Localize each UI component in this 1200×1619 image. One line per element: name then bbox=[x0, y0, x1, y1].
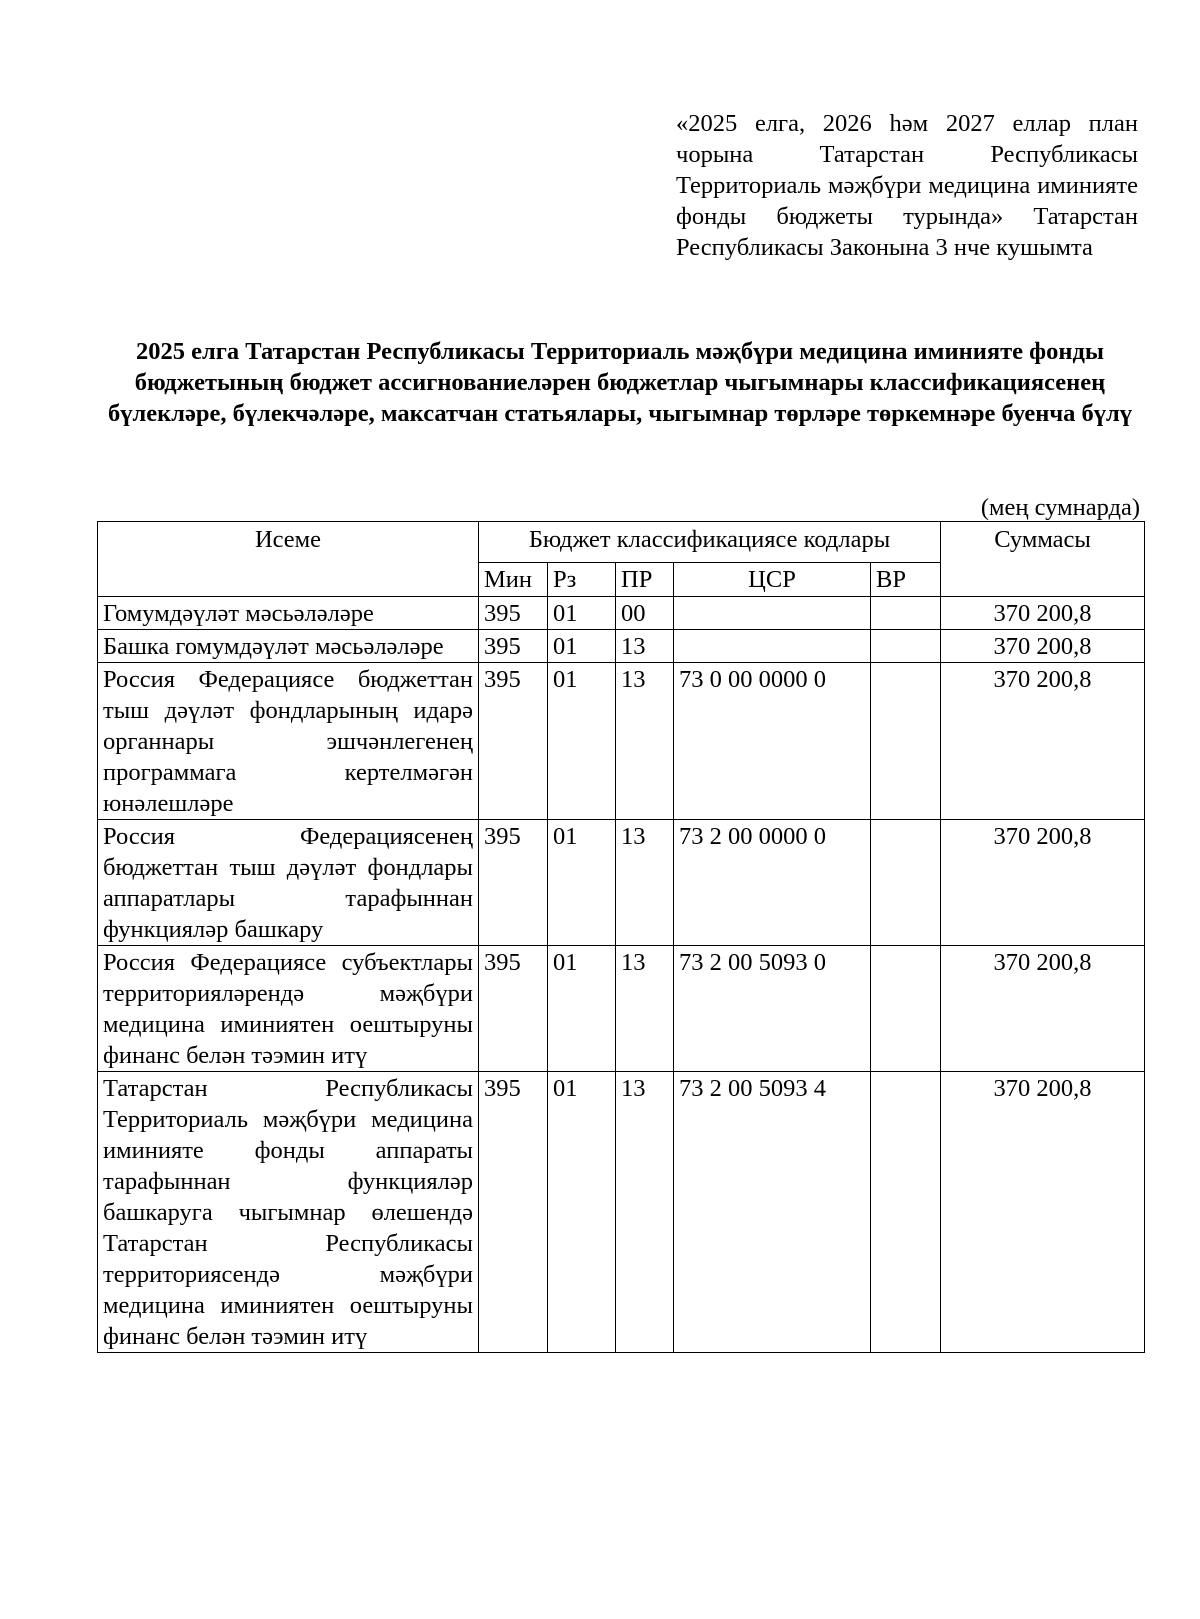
row-min: 395 bbox=[479, 820, 548, 946]
row-rz: 01 bbox=[548, 1072, 616, 1353]
row-pr: 13 bbox=[616, 630, 674, 663]
header-sum: Суммасы bbox=[941, 522, 1145, 597]
row-vr bbox=[871, 630, 941, 663]
row-sum: 370 200,8 bbox=[941, 946, 1145, 1072]
row-rz: 01 bbox=[548, 630, 616, 663]
row-rz: 01 bbox=[548, 820, 616, 946]
table-row bbox=[98, 946, 1145, 1072]
table-row bbox=[98, 1072, 1145, 1353]
row-csr: 73 2 00 5093 4 bbox=[674, 1072, 871, 1353]
row-name: Россия Федерациясенең бюджеттан тыш дәүләт фондлары аппаратлары тарафыннан функцияләр башкару bbox=[98, 820, 479, 946]
table-header-row bbox=[98, 522, 1145, 563]
row-name: Россия Федерациясе субъектлары территорияләрендә мәҗбүри медицина иминиятен оештыруны финанс белән тәэмин итү bbox=[98, 946, 479, 1072]
units-note: (мең сумнарда) bbox=[980, 494, 1140, 521]
row-rz: 01 bbox=[548, 597, 616, 630]
row-pr: 13 bbox=[616, 946, 674, 1072]
row-csr: 73 2 00 0000 0 bbox=[674, 820, 871, 946]
row-name: Башка гомумдәүләт мәсьәләләре bbox=[98, 630, 479, 663]
row-sum: 370 200,8 bbox=[941, 630, 1145, 663]
row-min: 395 bbox=[479, 1072, 548, 1353]
row-vr bbox=[871, 820, 941, 946]
row-sum: 370 200,8 bbox=[941, 663, 1145, 820]
row-csr bbox=[674, 597, 871, 630]
annex-note: «2025 елга, 2026 һәм 2027 еллар план чорына Татарстан Республикасы Территориаль мәҗбүри медицина иминияте фонды бюджеты турында» Татарстан Республикасы Законына 3 нче кушымта bbox=[676, 110, 1138, 261]
row-sum: 370 200,8 bbox=[941, 820, 1145, 946]
row-vr bbox=[871, 1072, 941, 1353]
row-csr: 73 2 00 5093 0 bbox=[674, 946, 871, 1072]
row-min: 395 bbox=[479, 630, 548, 663]
header-name: Исеме bbox=[98, 522, 479, 597]
table-row bbox=[98, 820, 1145, 946]
row-min: 395 bbox=[479, 597, 548, 630]
budget-allocation-table bbox=[97, 521, 1145, 1353]
row-vr bbox=[871, 663, 941, 820]
header-csr: ЦСР bbox=[674, 563, 871, 597]
row-name: Татарстан Республикасы Территориаль мәҗбүри медицина иминияте фонды аппараты тарафыннан функцияләр башкаруга чыгымнар өлешендә Татарстан Республикасы территориясендә мәҗбүри медицина иминиятен оештыруны финанс белән тәэмин итү bbox=[98, 1072, 479, 1353]
row-name: Россия Федерациясе бюджеттан тыш дәүләт фондларының идарә органнары эшчәнлегенең программага кертелмәгән юнәлешләре bbox=[98, 663, 479, 820]
row-name: Гомумдәүләт мәсьәләләре bbox=[98, 597, 479, 630]
table-row bbox=[98, 630, 1145, 663]
header-pr: ПР bbox=[616, 563, 674, 597]
row-pr: 13 bbox=[616, 663, 674, 820]
row-pr: 00 bbox=[616, 597, 674, 630]
table-row bbox=[98, 663, 1145, 820]
document-title: 2025 елга Татарстан Республикасы Территориаль мәҗбүри медицина иминияте фонды бюджетының бюджет ассигнованиеләрен бюджетлар чыгымнары классификациясенең бүлекләре, бүлекчәләре, максатчан статьялары, чыгымнар төрләре төркемнәре буенча бүлү bbox=[107, 338, 1133, 427]
header-codes-group: Бюджет классификациясе кодлары bbox=[479, 522, 941, 563]
row-pr: 13 bbox=[616, 820, 674, 946]
row-min: 395 bbox=[479, 663, 548, 820]
row-csr bbox=[674, 630, 871, 663]
row-min: 395 bbox=[479, 946, 548, 1072]
row-csr: 73 0 00 0000 0 bbox=[674, 663, 871, 820]
row-sum: 370 200,8 bbox=[941, 1072, 1145, 1353]
row-rz: 01 bbox=[548, 946, 616, 1072]
row-vr bbox=[871, 597, 941, 630]
row-pr: 13 bbox=[616, 1072, 674, 1353]
header-min: Мин bbox=[479, 563, 548, 597]
header-rz: Рз bbox=[548, 563, 616, 597]
header-vr: ВР bbox=[871, 563, 941, 597]
table-row bbox=[98, 597, 1145, 630]
row-rz: 01 bbox=[548, 663, 616, 820]
row-sum: 370 200,8 bbox=[941, 597, 1145, 630]
row-vr bbox=[871, 946, 941, 1072]
